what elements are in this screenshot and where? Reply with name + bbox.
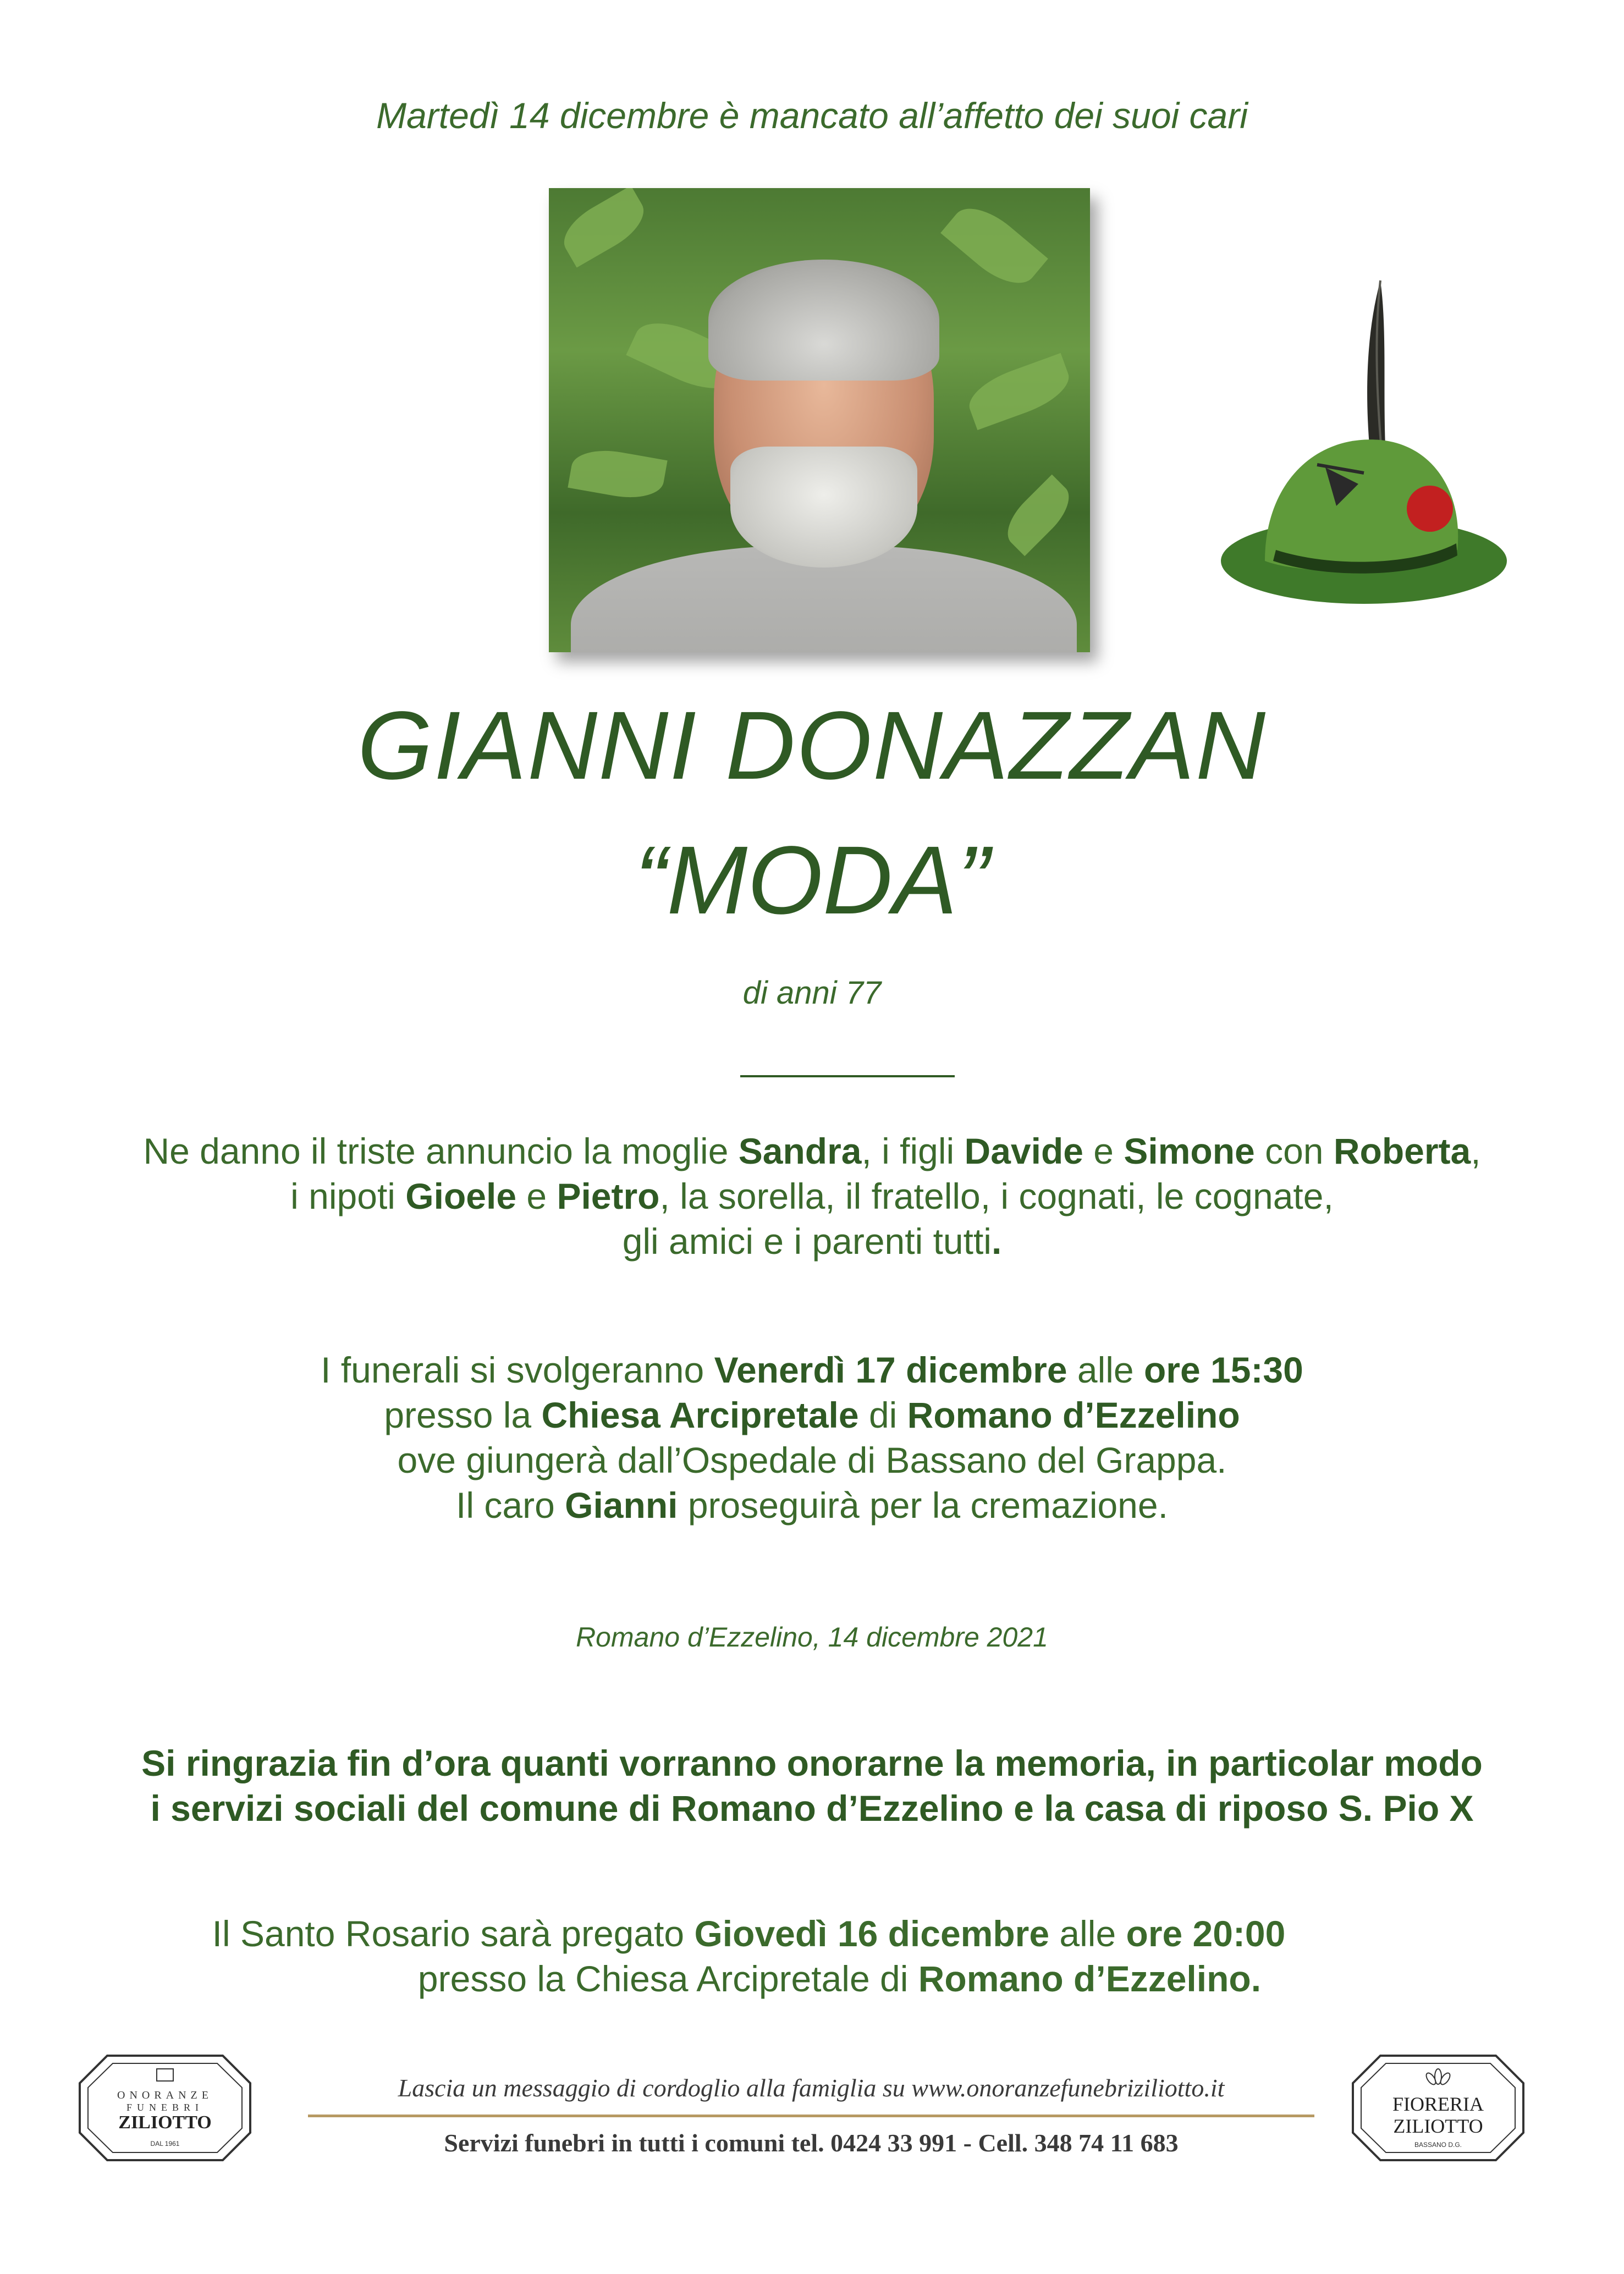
text-segment: , i figli [861,1131,965,1171]
bold-text-segment: ore 15:30 [1143,1350,1303,1390]
thanks-paragraph [0,1741,1624,1831]
bold-text-segment: Romano d’Ezzelino [907,1395,1240,1435]
announcement-line [0,1128,1624,1174]
rosary-paragraph [0,1911,1624,2001]
funeral-line [0,1438,1624,1483]
text-segment: di [858,1395,907,1435]
footer-message: Lascia un messaggio di cordoglio alla famiglia su www.onoranzefunebriziliotto.it [398,2074,1225,2102]
text-segment: e [516,1176,557,1216]
bold-text-segment: Romano d’Ezzelino. [918,1958,1262,1999]
hair [708,260,939,381]
alpine-hat-icon [1199,275,1507,627]
beard [730,447,917,568]
portrait-photo [549,188,1090,652]
rosary-line [0,1911,1624,1956]
bold-text-segment: Venerdì 17 dicembre [714,1350,1067,1390]
bold-text-segment: Simone [1124,1131,1255,1171]
text-segment: e [1083,1131,1124,1171]
thanks-line: i servizi sociali del comune di Romano d’Ezzelino e la casa di riposo S. Pio X [150,1788,1474,1829]
bold-text-segment: Gioele [405,1176,517,1216]
logo-right-top: FIORERIA [1392,2093,1484,2115]
text-segment: proseguirà per la cremazione. [678,1485,1168,1526]
logo-left-brand: ZILIOTTO [118,2112,212,2133]
text-segment: Ne danno il triste annuncio la moglie [143,1131,739,1171]
logo-left-mid: FUNEBRI [126,2102,204,2113]
bold-text-segment: Giovedì 16 dicembre [694,1913,1050,1954]
announcement-paragraph [0,1128,1624,1264]
logo-left-since: DAL 1961 [150,2140,180,2148]
bold-text-segment: Davide [964,1131,1083,1171]
announcement-line [0,1174,1624,1219]
text-segment: presso la Chiesa Arcipretale di [417,1958,918,1999]
text-segment: Il Santo Rosario sarà pregato [212,1913,695,1954]
deceased-name: GIANNI DONAZZAN [357,692,1267,800]
text-segment: Il caro [456,1485,565,1526]
bold-text-segment: . [991,1221,1002,1262]
text-segment: gli amici e i parenti tutti [622,1221,992,1262]
bold-text-segment: Roberta [1333,1131,1471,1171]
rosary-line [0,1956,1624,2001]
text-segment: , la sorella, il fratello, i cognati, le cognate, [659,1176,1334,1216]
bold-text-segment: Chiesa Arcipretale [541,1395,859,1435]
deceased-age: di anni 77 [742,975,882,1011]
bold-text-segment: ore 20:00 [1126,1913,1286,1954]
text-segment: presso la [384,1395,542,1435]
logo-right-brand: ZILIOTTO [1393,2115,1483,2137]
funeral-line [0,1392,1624,1438]
thanks-line: Si ringrazia fin d’ora quanti vorranno onorarne la memoria, in particolar modo [141,1743,1483,1783]
announcement-line [0,1219,1624,1264]
funeral-line [0,1483,1624,1528]
bold-text-segment: Sandra [738,1131,862,1171]
bold-text-segment: Gianni [565,1485,678,1526]
bold-text-segment: Pietro [557,1176,660,1216]
funeral-paragraph [0,1347,1624,1528]
funeral-home-logo [74,2045,256,2171]
intro-text: Martedì 14 dicembre è mancato all’affetto dei suoi cari [376,95,1248,136]
text-segment: alle [1067,1350,1144,1390]
text-segment: ove giungerà dall’Ospedale di Bassano del Grappa. [397,1440,1227,1480]
text-segment: , [1471,1131,1481,1171]
divider-line [740,1075,955,1077]
funeral-line [0,1347,1624,1392]
florist-logo [1347,2045,1529,2171]
footer-divider [308,2115,1314,2117]
footer-services: Servizi funebri in tutti i comuni tel. 0424 33 991 - Cell. 348 74 11 683 [444,2129,1179,2157]
text-segment: i nipoti [290,1176,406,1216]
text-segment: I funerali si svolgeranno [321,1350,714,1390]
text-segment: con [1254,1131,1334,1171]
logo-left-top: ONORANZE [117,2089,213,2101]
place-and-date: Romano d’Ezzelino, 14 dicembre 2021 [576,1622,1048,1653]
deceased-nickname: “MODA” [634,827,990,934]
text-segment: alle [1049,1913,1126,1954]
logo-right-place: BASSANO D.G. [1414,2141,1462,2149]
